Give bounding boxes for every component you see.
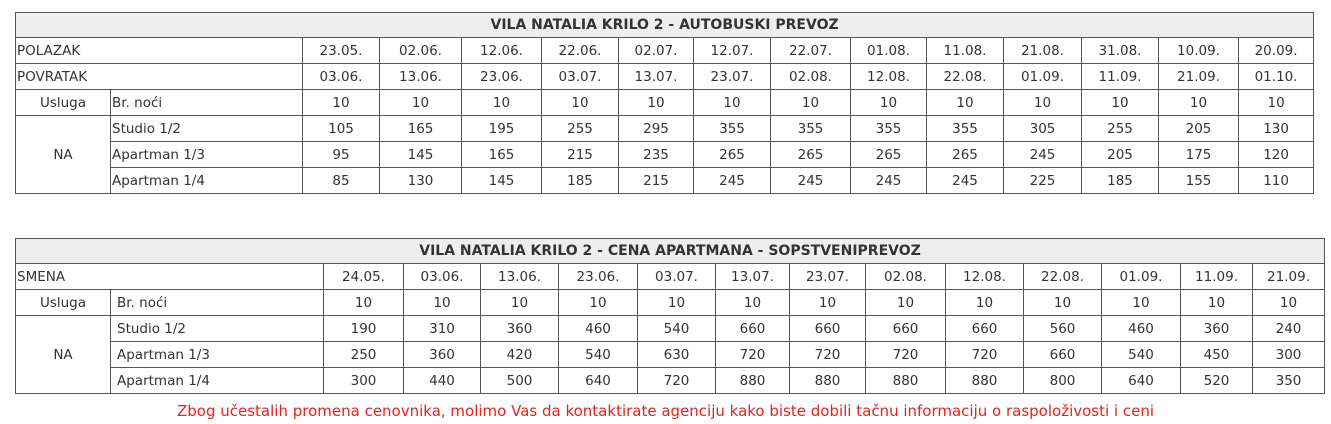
price-cell: 265 [851,142,927,168]
price-cell: 235 [619,142,694,168]
price-cell: 640 [559,368,638,394]
shift-date-cell: 13.07. [716,264,790,290]
shift-date-cell: 12.08. [946,264,1024,290]
price-cell: 300 [324,368,404,394]
departure-date-cell: 02.07. [619,38,694,64]
nights-cell: 10 [1181,290,1253,316]
table-title-row [16,239,1325,264]
room-type-label: Apartman 1/4 [111,168,303,194]
price-cell: 640 [1102,368,1181,394]
price-cell: 460 [1102,316,1181,342]
nights-cell: 10 [927,90,1004,116]
table-row [16,168,1314,194]
price-cell: 300 [1253,342,1325,368]
return-date-cell: 22.08. [927,64,1004,90]
departure-date-cell: 21.08. [1004,38,1082,64]
nights-cell: 10 [404,290,481,316]
price-cell: 440 [404,368,481,394]
table-row [16,316,1325,342]
service-label: Usluga [16,290,111,316]
return-date-cell: 01.10. [1239,64,1314,90]
nights-cell: 10 [1102,290,1181,316]
nights-cell: 10 [1004,90,1082,116]
price-cell: 255 [542,116,619,142]
shift-row [16,264,1325,290]
nights-cell: 10 [1024,290,1102,316]
board-label: NA [16,316,111,394]
price-cell: 240 [1253,316,1325,342]
price-cell: 540 [559,342,638,368]
return-label: POVRATAK [16,64,303,90]
nights-cell: 10 [638,290,716,316]
nights-cell: 10 [559,290,638,316]
nights-cell: 10 [771,90,851,116]
price-cell: 880 [790,368,866,394]
nights-row [16,90,1314,116]
return-date-cell: 13.07. [619,64,694,90]
departure-date-cell: 20.09. [1239,38,1314,64]
nights-label: Br. noći [111,290,324,316]
price-cell: 880 [866,368,946,394]
nights-cell: 10 [542,90,619,116]
price-cell: 110 [1239,168,1314,194]
return-date-cell: 11.09. [1082,64,1159,90]
shift-date-cell: 22.08. [1024,264,1102,290]
nights-cell: 10 [481,290,559,316]
table-row [16,368,1325,394]
departure-row [16,38,1314,64]
price-cell: 145 [462,168,542,194]
return-date-cell: 01.09. [1004,64,1082,90]
price-cell: 205 [1082,142,1159,168]
price-cell: 420 [481,342,559,368]
room-type-label: Apartman 1/3 [111,342,324,368]
price-cell: 215 [542,142,619,168]
nights-cell: 10 [694,90,771,116]
price-cell: 295 [619,116,694,142]
departure-date-cell: 10.09. [1159,38,1239,64]
shift-date-cell: 23.07. [790,264,866,290]
nights-cell: 10 [462,90,542,116]
price-cell: 245 [927,168,1004,194]
price-cell: 265 [927,142,1004,168]
return-date-cell: 12.08. [851,64,927,90]
price-cell: 355 [927,116,1004,142]
shift-date-cell: 23.06. [559,264,638,290]
price-cell: 355 [851,116,927,142]
price-cell: 85 [303,168,380,194]
departure-date-cell: 02.06. [380,38,462,64]
price-cell: 660 [1024,342,1102,368]
nights-cell: 10 [303,90,380,116]
price-cell: 310 [404,316,481,342]
price-cell: 360 [1181,316,1253,342]
return-date-cell: 23.07. [694,64,771,90]
departure-label: POLAZAK [16,38,303,64]
apartment-price-table [15,238,1325,394]
room-type-label: Apartman 1/4 [111,368,324,394]
price-cell: 175 [1159,142,1239,168]
table-title-row [16,13,1314,38]
price-cell: 130 [380,168,462,194]
departure-date-cell: 31.08. [1082,38,1159,64]
price-cell: 355 [771,116,851,142]
nights-cell: 10 [866,290,946,316]
shift-date-cell: 21.09. [1253,264,1325,290]
price-cell: 450 [1181,342,1253,368]
price-cell: 155 [1159,168,1239,194]
shift-label: SMENA [16,264,324,290]
shift-date-cell: 02.08. [866,264,946,290]
return-date-cell: 03.06. [303,64,380,90]
return-row [16,64,1314,90]
return-date-cell: 21.09. [1159,64,1239,90]
price-cell: 660 [790,316,866,342]
table-row [16,116,1314,142]
price-cell: 800 [1024,368,1102,394]
room-type-label: Studio 1/2 [111,116,303,142]
price-cell: 255 [1082,116,1159,142]
price-cell: 245 [851,168,927,194]
price-cell: 540 [638,316,716,342]
departure-date-cell: 12.06. [462,38,542,64]
price-cell: 120 [1239,142,1314,168]
price-cell: 250 [324,342,404,368]
price-disclaimer-note: Zbog učestalih promena cenovnika, molimo Vas da kontaktirate agenciju kako biste dobili tačnu informaciju o raspoloživosti i ceni [176,402,1155,420]
price-cell: 190 [324,316,404,342]
nights-row [16,290,1325,316]
bus-transport-price-table [15,12,1314,194]
departure-date-cell: 12.07. [694,38,771,64]
shift-date-cell: 24.05. [324,264,404,290]
price-cell: 540 [1102,342,1181,368]
table-title: VILA NATALIA KRILO 2 - CENA APARTMANA - SOPSTVENIPREVOZ [16,239,1325,264]
shift-date-cell: 11.09. [1181,264,1253,290]
price-cell: 360 [404,342,481,368]
room-type-label: Studio 1/2 [111,316,324,342]
table-row [16,142,1314,168]
price-cell: 360 [481,316,559,342]
shift-date-cell: 03.07. [638,264,716,290]
price-cell: 165 [380,116,462,142]
table-title: VILA NATALIA KRILO 2 - AUTOBUSKI PREVOZ [16,13,1314,38]
price-cell: 720 [946,342,1024,368]
price-cell: 880 [946,368,1024,394]
price-cell: 265 [694,142,771,168]
room-type-label: Apartman 1/3 [111,142,303,168]
price-cell: 560 [1024,316,1102,342]
price-cell: 185 [1082,168,1159,194]
price-cell: 720 [866,342,946,368]
price-cell: 520 [1181,368,1253,394]
price-cell: 95 [303,142,380,168]
return-date-cell: 02.08. [771,64,851,90]
shift-date-cell: 03.06. [404,264,481,290]
nights-cell: 10 [1082,90,1159,116]
return-date-cell: 13.06. [380,64,462,90]
price-cell: 130 [1239,116,1314,142]
price-cell: 245 [771,168,851,194]
price-cell: 720 [790,342,866,368]
nights-cell: 10 [1239,90,1314,116]
price-cell: 720 [638,368,716,394]
price-cell: 720 [716,342,790,368]
nights-cell: 10 [716,290,790,316]
price-cell: 195 [462,116,542,142]
return-date-cell: 03.07. [542,64,619,90]
price-cell: 105 [303,116,380,142]
nights-cell: 10 [851,90,927,116]
table-row [16,342,1325,368]
service-label: Usluga [16,90,111,116]
nights-label: Br. noći [111,90,303,116]
price-cell: 660 [716,316,790,342]
price-cell: 245 [694,168,771,194]
departure-date-cell: 11.08. [927,38,1004,64]
price-cell: 500 [481,368,559,394]
price-cell: 245 [1004,142,1082,168]
price-cell: 165 [462,142,542,168]
nights-cell: 10 [1159,90,1239,116]
price-cell: 215 [619,168,694,194]
price-cell: 225 [1004,168,1082,194]
price-cell: 880 [716,368,790,394]
shift-date-cell: 13.06. [481,264,559,290]
nights-cell: 10 [1253,290,1325,316]
price-cell: 460 [559,316,638,342]
departure-date-cell: 22.06. [542,38,619,64]
price-cell: 305 [1004,116,1082,142]
board-label: NA [16,116,111,194]
price-cell: 185 [542,168,619,194]
price-cell: 205 [1159,116,1239,142]
departure-date-cell: 22.07. [771,38,851,64]
price-cell: 265 [771,142,851,168]
price-cell: 355 [694,116,771,142]
price-cell: 350 [1253,368,1325,394]
nights-cell: 10 [619,90,694,116]
nights-cell: 10 [790,290,866,316]
price-cell: 660 [866,316,946,342]
shift-date-cell: 01.09. [1102,264,1181,290]
nights-cell: 10 [946,290,1024,316]
nights-cell: 10 [324,290,404,316]
return-date-cell: 23.06. [462,64,542,90]
nights-cell: 10 [380,90,462,116]
price-cell: 630 [638,342,716,368]
departure-date-cell: 23.05. [303,38,380,64]
price-cell: 660 [946,316,1024,342]
price-cell: 145 [380,142,462,168]
departure-date-cell: 01.08. [851,38,927,64]
